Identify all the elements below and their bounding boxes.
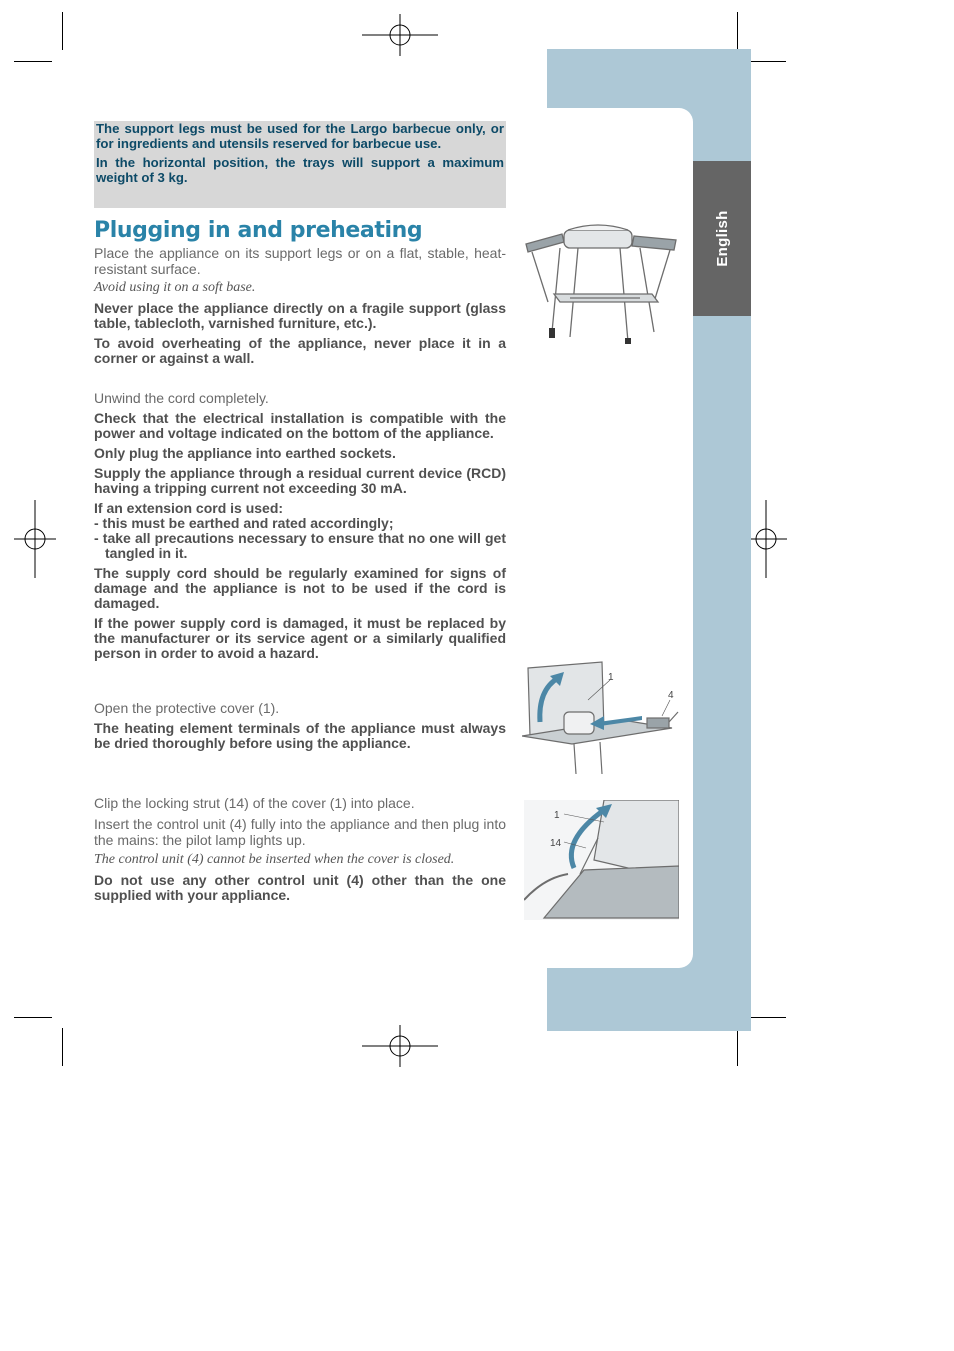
extension-cord-item-1: - this must be earthed and rated accordingly; (94, 515, 394, 531)
fragile-support-warning: Never place the appliance directly on a fragile support (glass table, tablecloth, varnished furniture, etc.). (94, 300, 506, 331)
extension-cord-intro: If an extension cord is used: (94, 500, 284, 516)
cord-examination: The supply cord should be regularly examined for signs of damage and the appliance is not to be used if the cord is damaged. (94, 565, 506, 611)
placement-text: Place the appliance on its support legs or on a flat, stable, heat-resistant surface. (94, 245, 506, 277)
language-tab (693, 161, 751, 316)
warning-box (94, 121, 506, 208)
text-block-electrical (94, 390, 506, 661)
unwind-cord-text: Unwind the cord completely. (94, 390, 269, 406)
terminals-dry-warning: The heating element terminals of the appliance must always be dried thoroughly before using the appliance. (94, 720, 506, 751)
open-cover-illustration (522, 660, 682, 775)
barbecue-on-legs-illustration (520, 222, 680, 347)
warning-text-2: In the horizontal position, the trays will support a maximum weight of 3 kg. (96, 155, 504, 185)
language-label: English (713, 210, 731, 267)
fig3-label-strut: 14 (550, 838, 562, 849)
soft-base-note: Avoid using it on a soft base. (94, 280, 256, 295)
fig2-label-cover: 1 (608, 672, 614, 683)
earthed-sockets: Only plug the appliance into earthed sockets. (94, 445, 396, 461)
extension-cord-item-2: - take all precautions necessary to ensure that no one will get tangled in it. (94, 530, 506, 561)
control-unit-warning: Do not use any other control unit (4) other than the one supplied with your appliance. (94, 872, 506, 903)
open-cover-text: Open the protective cover (1). (94, 700, 280, 716)
insert-control-unit-text: Insert the control unit (4) fully into the appliance and then plug into the mains: the pilot lamp lights up. (94, 816, 506, 848)
fig3-label-cover: 1 (554, 810, 560, 821)
text-block-cover (94, 700, 506, 751)
rcd-requirement: Supply the appliance through a residual current device (RCD) having a tripping current not exceeding 30 mA. (94, 465, 506, 496)
text-block-placement (94, 245, 506, 366)
warning-text-1: The support legs must be used for the Largo barbecue only, or for ingredients and utensils reserved for barbecue use. (96, 121, 504, 151)
installation-check: Check that the electrical installation is compatible with the power and voltage indicated on the bottom of the appliance. (94, 410, 506, 441)
locking-strut-text: Clip the locking strut (14) of the cover (1) into place. (94, 795, 415, 811)
locking-strut-illustration (524, 800, 679, 920)
cord-replacement: If the power supply cord is damaged, it must be replaced by the manufacturer or its service agent or a similarly qualified person in order to avoid a hazard. (94, 615, 506, 661)
overheating-warning: To avoid overheating of the appliance, never place it in a corner or against a wall. (94, 335, 506, 366)
fig2-label-control-unit: 4 (668, 690, 674, 701)
section-title: Plugging in and preheating (94, 218, 423, 243)
text-block-control-unit (94, 795, 506, 903)
cover-closed-note: The control unit (4) cannot be inserted when the cover is closed. (94, 852, 455, 867)
